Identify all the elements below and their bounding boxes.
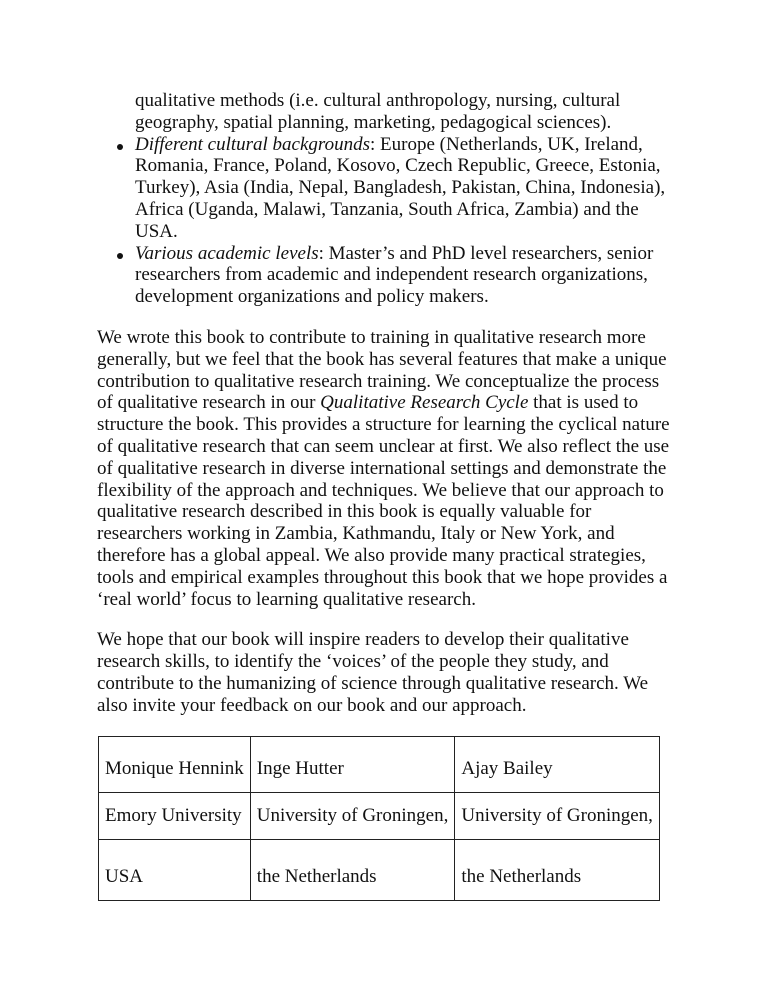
paragraph-text: that is used to structure the book. This provides a structure for learning the cyclical nature of qualitative research that can seem unclear at first. We also reflect the use of qualitative research in diverse international settings and demonstrate the flexibility of the approach and techniques. We believe that our approach to qualitative research described in this book is equally valuable for researchers working in Zambia, Kathmandu, Italy or New York, and therefore has a global appeal. We also provide many practical strategies, tools and empirical examples throughout this book that we hope provides a ‘real world’ focus to learning qualitative research. (97, 392, 670, 610)
bullet-item-academic-levels (97, 243, 677, 308)
author-name: Ajay Bailey (455, 737, 660, 793)
author-country: the Netherlands (455, 840, 660, 901)
paragraph-text: We wrote this book to contribute to training in qualitative research more generally, but we feel that the book has several features that make a unique contribution to qualitative research training. We conceptualize the process of qualitative research in our (97, 326, 667, 414)
author-country: the Netherlands (250, 840, 455, 901)
bullet-list (97, 90, 677, 308)
author-affiliation: Emory University (99, 793, 251, 840)
paragraph-book-purpose (97, 327, 677, 610)
bullet-label: Different cultural backgrounds (135, 133, 371, 155)
author-affiliation: University of Groningen, (250, 793, 455, 840)
bullet-continuation-text: qualitative methods (i.e. cultural anthropology, nursing, cultural geography, spatial planning, marketing, pedagogical sciences). (135, 90, 621, 133)
author-name: Monique Hennink (99, 737, 251, 793)
author-country: USA (99, 840, 251, 901)
paragraph-closing: We hope that our book will inspire readers to develop their qualitative research skills, to identify the ‘voices’ of the people they study, and contribute to the humanizing of science through qualitative research. We also invite your feedback on our book and our approach. (97, 629, 649, 716)
bullet-text: : Europe (Netherlands, UK, Ireland, Romania, France, Poland, Kosovo, Czech Republic, Greece, Estonia, Turkey), Asia (India, Nepal, Bangladesh, Pakistan, China, Indonesia), Africa (Uganda, Malawi, Tanzania, South Africa, Zambia) and the USA. (135, 133, 666, 242)
bullet-item-cultural-backgrounds (97, 134, 677, 243)
author-name: Inge Hutter (250, 737, 455, 793)
bullet-dot-icon (117, 253, 123, 259)
italic-term: Qualitative Research Cycle (320, 392, 529, 414)
authors-table (98, 736, 660, 901)
bullet-continuation (97, 90, 677, 134)
author-affiliation: University of Groningen, (455, 793, 660, 840)
table-row (99, 737, 660, 793)
page-body (97, 90, 677, 717)
bullet-label: Various academic levels (135, 242, 319, 264)
bullet-dot-icon (117, 144, 123, 150)
bullet-text: : Master’s and PhD level researchers, senior researchers from academic and independent research organizations, development organizations and policy makers. (135, 242, 654, 308)
table-row (99, 840, 660, 901)
table-row (99, 793, 660, 840)
